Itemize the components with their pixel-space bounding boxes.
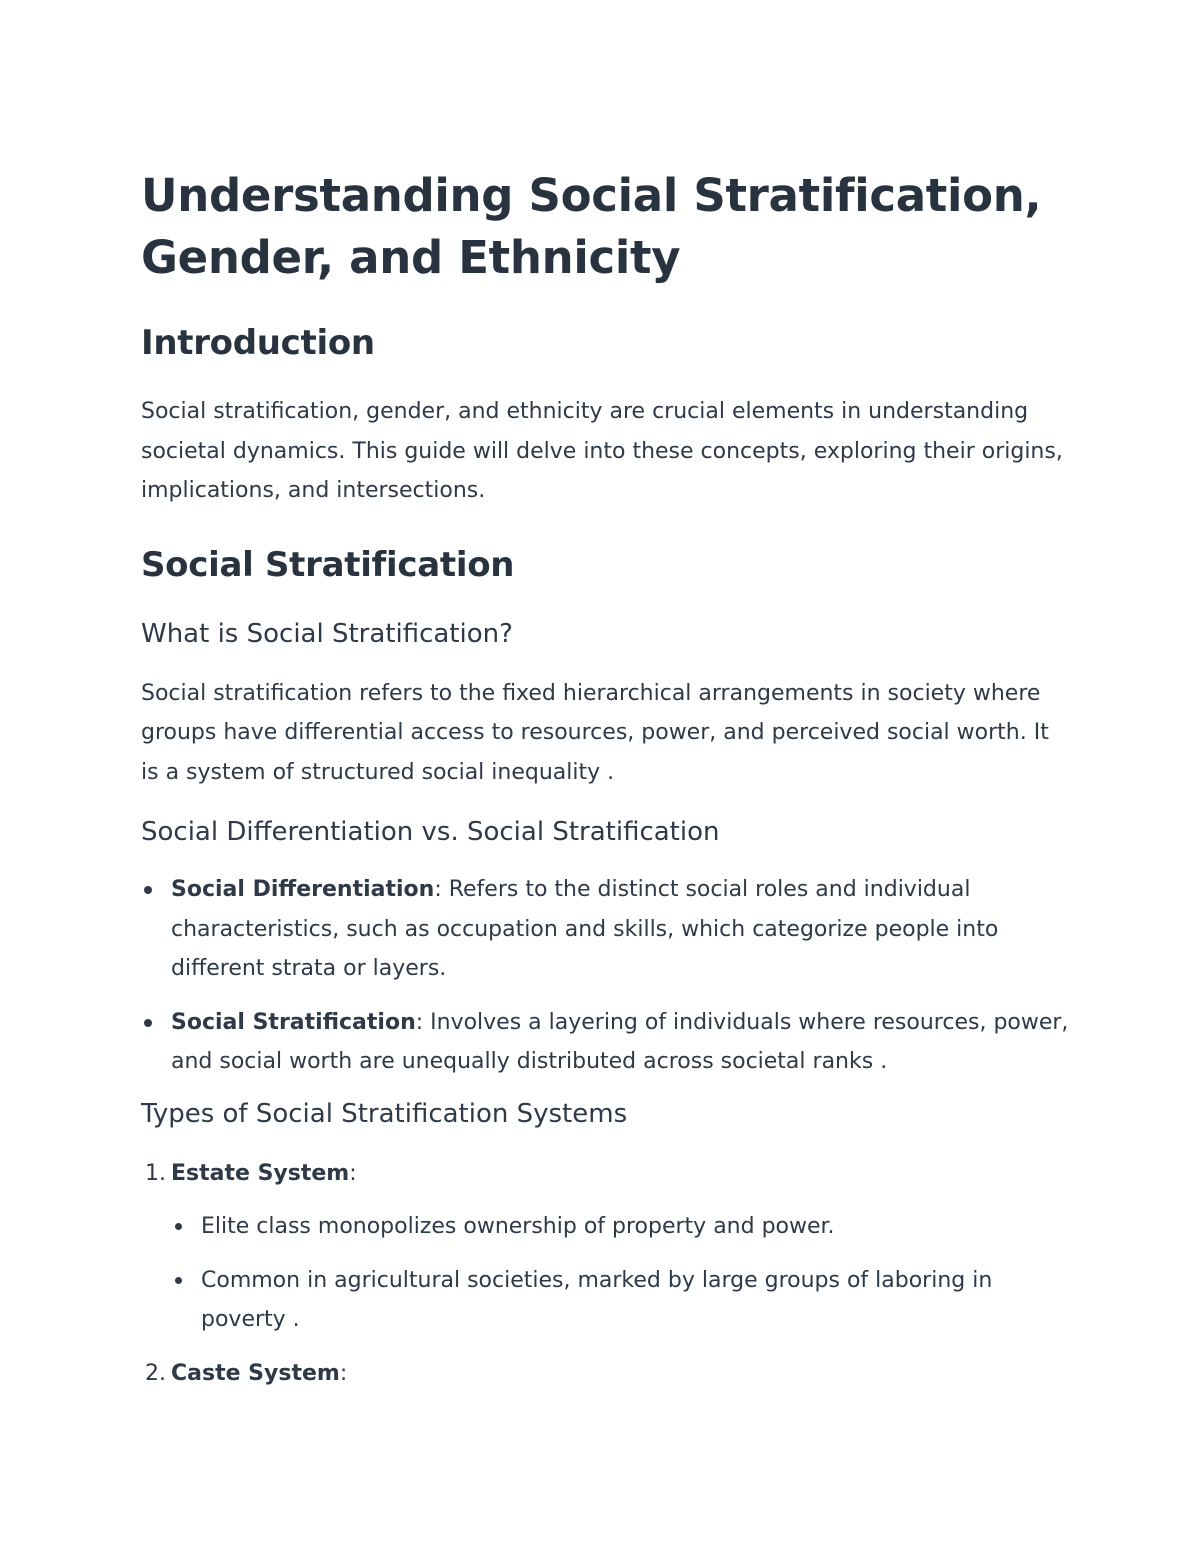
types-list: [141, 1154, 1071, 1394]
document-page: [141, 165, 1071, 1393]
type-label: Estate System: [171, 1160, 350, 1186]
list-item-text: : Involves a layering of individuals where resources, power, and social worth are unequally distributed across societal ranks .: [171, 1009, 1069, 1074]
list-item: [171, 1207, 1071, 1247]
bullet-icon: [175, 1277, 182, 1284]
bullet-icon: [144, 1019, 152, 1027]
type-label-suffix: :: [339, 1360, 348, 1386]
what-is-paragraph: Social stratification refers to the fixed hierarchical arrangements in society where groups have differential access to resources, power, and perceived social worth. It is a system of structured social inequality .: [141, 680, 1049, 785]
list-item: [141, 1003, 1071, 1082]
social-stratification-heading: Social Stratification: [141, 544, 515, 585]
list-item-text: : Refers to the distinct social roles and individual characteristics, such as occupation and skills, which categorize people into different strata or layers.: [171, 877, 999, 981]
document-title: Understanding Social Stratification, Gender, and Ethnicity: [141, 169, 1042, 284]
differentiation-heading: Social Differentiation vs. Social Stratification: [141, 817, 720, 847]
types-heading: Types of Social Stratification Systems: [141, 1098, 628, 1129]
list-item-term: Social Differentiation: [171, 877, 435, 902]
estate-points-list: [171, 1207, 1071, 1340]
introduction-heading: Introduction: [141, 323, 375, 363]
list-number: 2.: [145, 1360, 166, 1386]
type-label: Caste System: [171, 1360, 340, 1386]
types-list-item: [141, 1354, 1071, 1394]
list-item-term: Social Stratification: [171, 1009, 416, 1035]
type-label-suffix: :: [349, 1160, 357, 1186]
list-item: [171, 1261, 1071, 1340]
differentiation-list: [141, 870, 1071, 1082]
list-item-text: Common in agricultural societies, marked by large groups of laboring in poverty .: [201, 1267, 993, 1332]
bullet-icon: [144, 886, 152, 894]
what-is-heading: What is Social Stratification?: [141, 618, 513, 649]
list-number: 1.: [145, 1160, 166, 1186]
types-list-item: [141, 1154, 1071, 1340]
list-item: [141, 870, 1071, 989]
list-item-text: Elite class monopolizes ownership of property and power.: [201, 1214, 835, 1239]
bullet-icon: [175, 1223, 182, 1230]
introduction-paragraph: Social stratification, gender, and ethnicity are crucial elements in understanding societal dynamics. This guide will delve into these concepts, exploring their origins, implications, and intersections.: [141, 399, 1063, 503]
